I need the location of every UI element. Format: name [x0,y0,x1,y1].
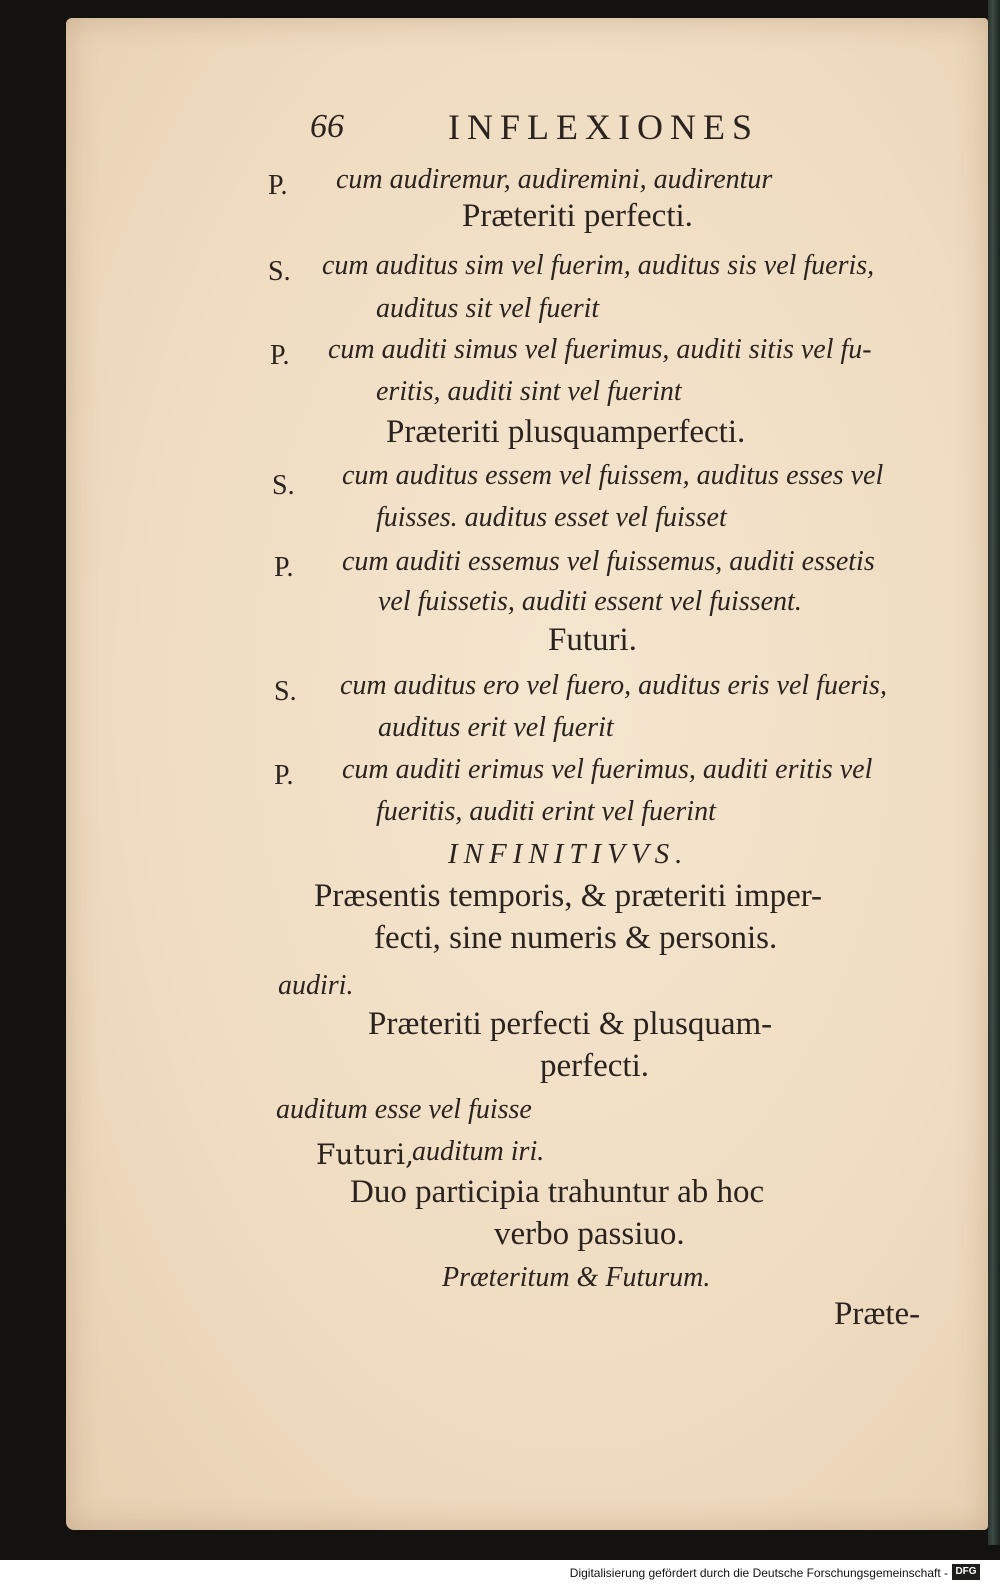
latin-line: eritis, auditi sint vel fuerint [376,376,682,407]
tense-heading: Duo participia trahuntur ab hoc [350,1174,765,1210]
line-marker: S. [272,470,295,501]
latin-line: vel fuissetis, auditi essent vel fuissent. [378,586,802,617]
line-marker: S. [274,676,297,707]
latin-line: cum auditus sim vel fuerim, auditus sis vel fueris, [322,250,875,281]
line-marker: P. [274,552,294,583]
latin-line: cum auditus ero vel fuero, auditus eris vel fueris, [340,670,887,701]
latin-line: fuisses. auditus esset vel fuisset [376,502,727,533]
latin-line: cum auditus essem vel fuissem, auditus esses vel [342,460,884,491]
line-marker: P. [268,170,288,201]
latin-line: cum auditi essemus vel fuissemus, auditi essetis [342,546,875,577]
tense-heading: Præsentis temporis, & præteriti imper- [314,878,823,914]
line-marker: P. [274,760,294,791]
tense-heading: perfecti. [540,1048,650,1084]
latin-line: Præteritum & Futurum. [442,1262,711,1293]
latin-line: auditus sit vel fuerit [376,293,600,324]
funding-credit: Digitalisierung gefördert durch die Deutsche Forschungsgemeinschaft - [569,1566,948,1580]
page-number: 66 [310,108,344,145]
latin-line: auditus erit vel fuerit [378,712,614,743]
latin-line: auditum iri. [412,1136,545,1167]
latin-line: cum auditi simus vel fuerimus, auditi sitis vel fu- [328,334,872,365]
tense-heading: Futuri, [316,1138,414,1171]
running-title: INFLEXIONES [448,107,759,147]
latin-line: auditum esse vel fuisse [276,1094,532,1125]
catchword: Præte- [834,1296,921,1332]
tense-heading: Præteriti perfecti & plusquam- [368,1006,773,1042]
tense-heading: Præteriti perfecti. [462,198,693,234]
tense-heading: fecti, sine numeris & personis. [374,920,778,956]
latin-line: cum audiremur, audiremini, audirentur [336,164,773,195]
latin-line: fueritis, auditi erint vel fuerint [376,796,716,827]
dfg-logo: DFG [952,1564,980,1580]
book-cover-edge [988,0,1000,1545]
latin-line: cum auditi erimus vel fuerimus, auditi eritis vel [342,754,873,785]
line-marker: S. [268,256,291,287]
tense-heading: verbo passiuo. [494,1216,685,1252]
line-marker: P. [270,340,290,371]
latin-line: audiri. [278,970,354,1001]
tense-heading: Præteriti plusquamperfecti. [386,414,746,450]
section-heading: INFINITIVVS. [448,838,689,870]
tense-heading: Futuri. [548,622,637,658]
